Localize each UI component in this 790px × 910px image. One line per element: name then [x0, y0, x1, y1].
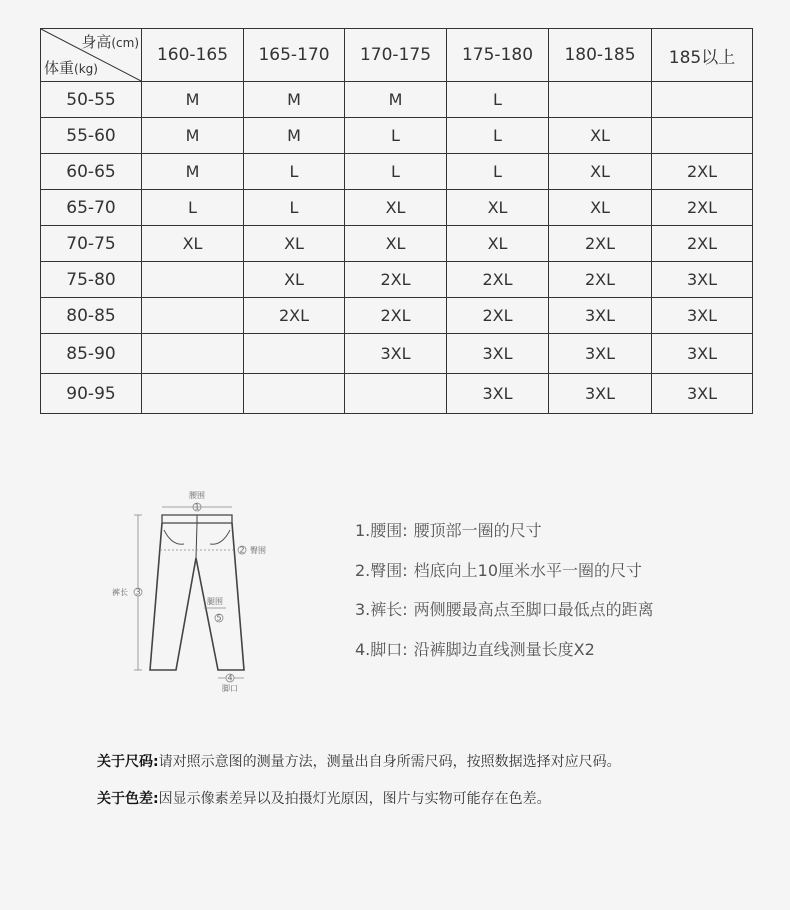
size-cell — [142, 298, 244, 334]
size-cell: L — [447, 154, 549, 190]
size-cell — [142, 262, 244, 298]
size-cell: L — [345, 118, 447, 154]
size-note — [97, 749, 621, 786]
pants-measurement-diagram — [100, 488, 280, 698]
measurement-label: 4.脚口: — [355, 639, 408, 659]
size-cell: 2XL — [549, 226, 652, 262]
table-row — [41, 262, 753, 298]
column-header: 160-165 — [142, 29, 244, 82]
size-cell: M — [244, 118, 345, 154]
size-cell — [652, 82, 753, 118]
size-cell — [549, 82, 652, 118]
table-row — [41, 226, 753, 262]
weight-axis-label: 体重(kg) — [44, 59, 98, 77]
size-cell: XL — [447, 190, 549, 226]
size-chart-table — [40, 28, 753, 414]
size-cell: XL — [244, 226, 345, 262]
size-cell: 2XL — [447, 262, 549, 298]
size-cell: L — [345, 154, 447, 190]
size-cell — [652, 118, 753, 154]
measurement-description: 两侧腰最高点至脚口最低点的距离 — [413, 600, 654, 619]
size-cell — [345, 374, 447, 414]
table-row — [41, 118, 753, 154]
weight-range-cell: 85-90 — [41, 334, 142, 374]
weight-range-cell: 60-65 — [41, 154, 142, 190]
size-cell: M — [142, 154, 244, 190]
note-title: 关于尺码: — [97, 754, 159, 770]
measurement-label: 2.臀围: — [355, 560, 408, 580]
size-cell — [244, 374, 345, 414]
weight-range-cell: 55-60 — [41, 118, 142, 154]
measurement-item — [355, 637, 654, 677]
color-note — [97, 786, 621, 823]
height-axis-label: 身高(cm) — [81, 33, 139, 51]
size-cell: 2XL — [345, 298, 447, 334]
column-header: 175-180 — [447, 29, 549, 82]
measurement-item — [355, 597, 654, 637]
size-cell: 2XL — [652, 226, 753, 262]
length-marker-number: 3 — [135, 587, 141, 597]
size-cell: 2XL — [549, 262, 652, 298]
table-row — [41, 374, 753, 414]
table-row — [41, 190, 753, 226]
size-cell: XL — [345, 190, 447, 226]
size-cell: 3XL — [549, 298, 652, 334]
size-cell: 3XL — [652, 262, 753, 298]
size-cell: M — [142, 118, 244, 154]
measurement-description: 档底向上10厘米水平一圈的尺寸 — [413, 560, 643, 580]
weight-range-cell: 75-80 — [41, 262, 142, 298]
size-cell: 3XL — [549, 334, 652, 374]
column-header: 165-170 — [244, 29, 345, 82]
size-cell: XL — [345, 226, 447, 262]
hip-marker-number: 2 — [239, 545, 245, 555]
note-title: 关于色差: — [97, 791, 159, 807]
size-cell: 3XL — [447, 334, 549, 374]
waist-diagram-label: 腰围 — [189, 491, 205, 500]
size-cell — [142, 374, 244, 414]
thigh-marker-number: 5 — [216, 613, 222, 623]
size-cell: 2XL — [447, 298, 549, 334]
weight-range-cell: 80-85 — [41, 298, 142, 334]
measurement-instructions — [355, 518, 654, 676]
column-header: 170-175 — [345, 29, 447, 82]
size-cell: 2XL — [652, 154, 753, 190]
table-row — [41, 298, 753, 334]
hem-marker-number: 4 — [227, 673, 233, 683]
size-cell: M — [244, 82, 345, 118]
weight-range-cell: 65-70 — [41, 190, 142, 226]
size-cell: 3XL — [345, 334, 447, 374]
size-cell — [244, 334, 345, 374]
size-cell: 3XL — [652, 374, 753, 414]
measurement-description: 沿裤脚边直线测量长度X2 — [413, 639, 595, 659]
column-header: 185以上 — [652, 29, 753, 82]
table-row — [41, 334, 753, 374]
size-cell: 2XL — [345, 262, 447, 298]
length-diagram-label: 裤长 — [112, 588, 128, 597]
notes-section — [97, 749, 621, 823]
size-cell: L — [447, 82, 549, 118]
size-cell — [142, 334, 244, 374]
size-cell: 3XL — [447, 374, 549, 414]
size-cell: XL — [549, 118, 652, 154]
note-text: 请对照示意图的测量方法，测量出自身所需尺码，按照数据选择对应尺码。 — [158, 754, 621, 770]
size-cell: M — [142, 82, 244, 118]
corner-header-cell — [41, 29, 142, 82]
size-cell: 3XL — [652, 334, 753, 374]
size-cell: XL — [549, 190, 652, 226]
size-cell: 2XL — [244, 298, 345, 334]
note-text: 因显示像素差异以及拍摄灯光原因，图片与实物可能存在色差。 — [158, 791, 551, 807]
size-cell: XL — [549, 154, 652, 190]
size-cell: XL — [142, 226, 244, 262]
size-cell: 3XL — [652, 298, 753, 334]
column-header: 180-185 — [549, 29, 652, 82]
size-cell: M — [345, 82, 447, 118]
waist-marker-number: 1 — [194, 502, 200, 512]
size-cell: L — [142, 190, 244, 226]
table-row — [41, 82, 753, 118]
weight-range-cell: 90-95 — [41, 374, 142, 414]
size-cell: XL — [244, 262, 345, 298]
measurement-label: 3.裤长: — [355, 600, 408, 619]
size-cell: 3XL — [549, 374, 652, 414]
weight-range-cell: 50-55 — [41, 82, 142, 118]
size-cell: L — [244, 154, 345, 190]
thigh-diagram-label: 腿围 — [207, 597, 223, 606]
measurement-item — [355, 518, 654, 558]
size-cell: XL — [447, 226, 549, 262]
size-cell: 2XL — [652, 190, 753, 226]
measurement-description: 腰顶部一圈的尺寸 — [413, 521, 542, 540]
table-header-row — [41, 29, 753, 82]
measurement-label: 1.腰围: — [355, 521, 408, 540]
size-cell: L — [244, 190, 345, 226]
weight-range-cell: 70-75 — [41, 226, 142, 262]
size-cell: L — [447, 118, 549, 154]
hip-diagram-label: 臀围 — [250, 546, 266, 555]
measurement-item — [355, 558, 654, 598]
table-row — [41, 154, 753, 190]
hem-diagram-label: 脚口 — [222, 684, 238, 693]
